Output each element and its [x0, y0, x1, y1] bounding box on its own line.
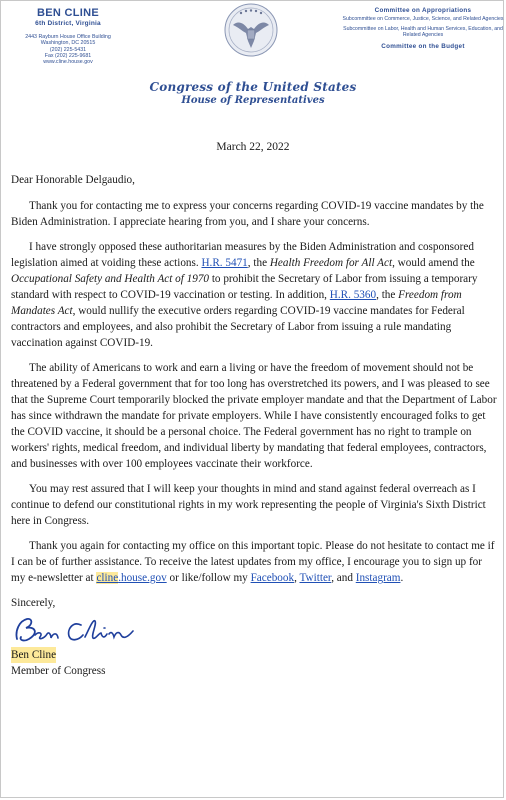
paragraph-2: I have strongly opposed these authoritarian measures by the Biden Administration and cosponsored legislation aimed at voiding these actions. H.R. 5471, the Health Freedom for All Act, would amend the Occupational Safety and Health Act of 1970 to prohibit the Secretary of Labor from issuing a temporary standard with respect to COVID-19 vaccination or testing. In addition, H.R. 5360, the Freedom from Mandates Act, would nullify the executive orders regarding COVID-19 vaccine mandates for Federal contractors and employees, and also prohibit the Secretary of Labor from issuing a rule mandating vaccination against COVID-19. — [11, 241, 478, 349]
paragraph-4: You may rest assured that I will keep your thoughts in mind and stand against federal overreach as I continue to defend our constitutional rights in my work representing the people of Virginia's Sixth District here in Congress. — [11, 483, 486, 527]
congress-heading — [141, 80, 365, 106]
letterhead-right — [341, 7, 505, 50]
letterhead-left — [5, 7, 131, 65]
district: 6th District, Virginia — [35, 20, 101, 27]
website-link[interactable]: cline.house.gov — [96, 572, 167, 584]
subcommittee-cjs: Subcommittee on Commerce, Justice, Science, and Related Agencies — [342, 16, 504, 22]
act-title: Freedom from Mandates Act — [11, 289, 462, 317]
hr-5471-link[interactable]: H.R. 5471 — [201, 257, 248, 269]
twitter-link[interactable]: Twitter — [299, 572, 332, 584]
paragraph-5: Thank you again for contacting my office on this important topic. Please do not hesitate to contact me if I can be of further assistance. To receive the latest updates from my office, I encourage you to sign up for my e-newsletter at cline.house.gov or like/follow my Facebook, Twitter, and Instagram. — [11, 540, 495, 584]
congressional-seal-icon — [224, 3, 278, 57]
congress-title: Congress of the United States — [149, 80, 357, 94]
handwritten-signature — [11, 613, 151, 647]
representative-name: BEN CLINE — [37, 7, 99, 19]
subcommittee-lhhs: Subcommittee on Labor, Health and Human Services, Education, and Related Agencies — [343, 26, 503, 39]
letter-date: March 22, 2022 — [216, 141, 290, 153]
committee-budget: Committee on the Budget — [381, 42, 465, 50]
instagram-link[interactable]: Instagram — [355, 572, 401, 584]
act-title: Health Freedom for All Act — [269, 257, 393, 269]
hr-5360-link[interactable]: H.R. 5360 — [329, 289, 377, 301]
committee-appropriations: Committee on Appropriations — [374, 7, 472, 14]
paragraph-3: The ability of Americans to work and earn a living or have the freedom of movement should not be threatened by a Federal government that for too long has overstretched its powers, and I was pleased to see that the Supreme Court temporarily blocked the private employer mandate and that the Department of Labor has since withdrawn the mandate for private employers. While I have consistently encouraged folks to get the COVID vaccine, it should be a personal choice. The Federal government has no right to trample on workers' rights, medical freedom, and individual liberty by mandating that federal employees, contractors, and businesses with over 100 employees vaccinate their workforce. — [11, 362, 497, 470]
salutation: Dear Honorable Delgaudio, — [11, 174, 135, 186]
office-address: 2443 Rayburn House Office Building Washington, DC 20515 (202) 225-5431 Fax (202) 225-9681 www.cline.house.gov — [25, 34, 111, 66]
signer-title: Member of Congress — [11, 665, 106, 677]
paragraph-1: Thank you for contacting me to express your concerns regarding COVID-19 vaccine mandates by the Biden Administration. I appreciate hearing from you, and I share your concerns. — [11, 200, 484, 228]
act-title: Occupational Safety and Health Act of 1970 — [11, 273, 210, 285]
facebook-link[interactable]: Facebook — [250, 572, 295, 584]
closing: Sincerely, — [11, 597, 56, 609]
letter-body — [11, 172, 499, 679]
house-title: House of Representatives — [181, 95, 325, 106]
signer-name: Ben Cline — [11, 649, 57, 661]
